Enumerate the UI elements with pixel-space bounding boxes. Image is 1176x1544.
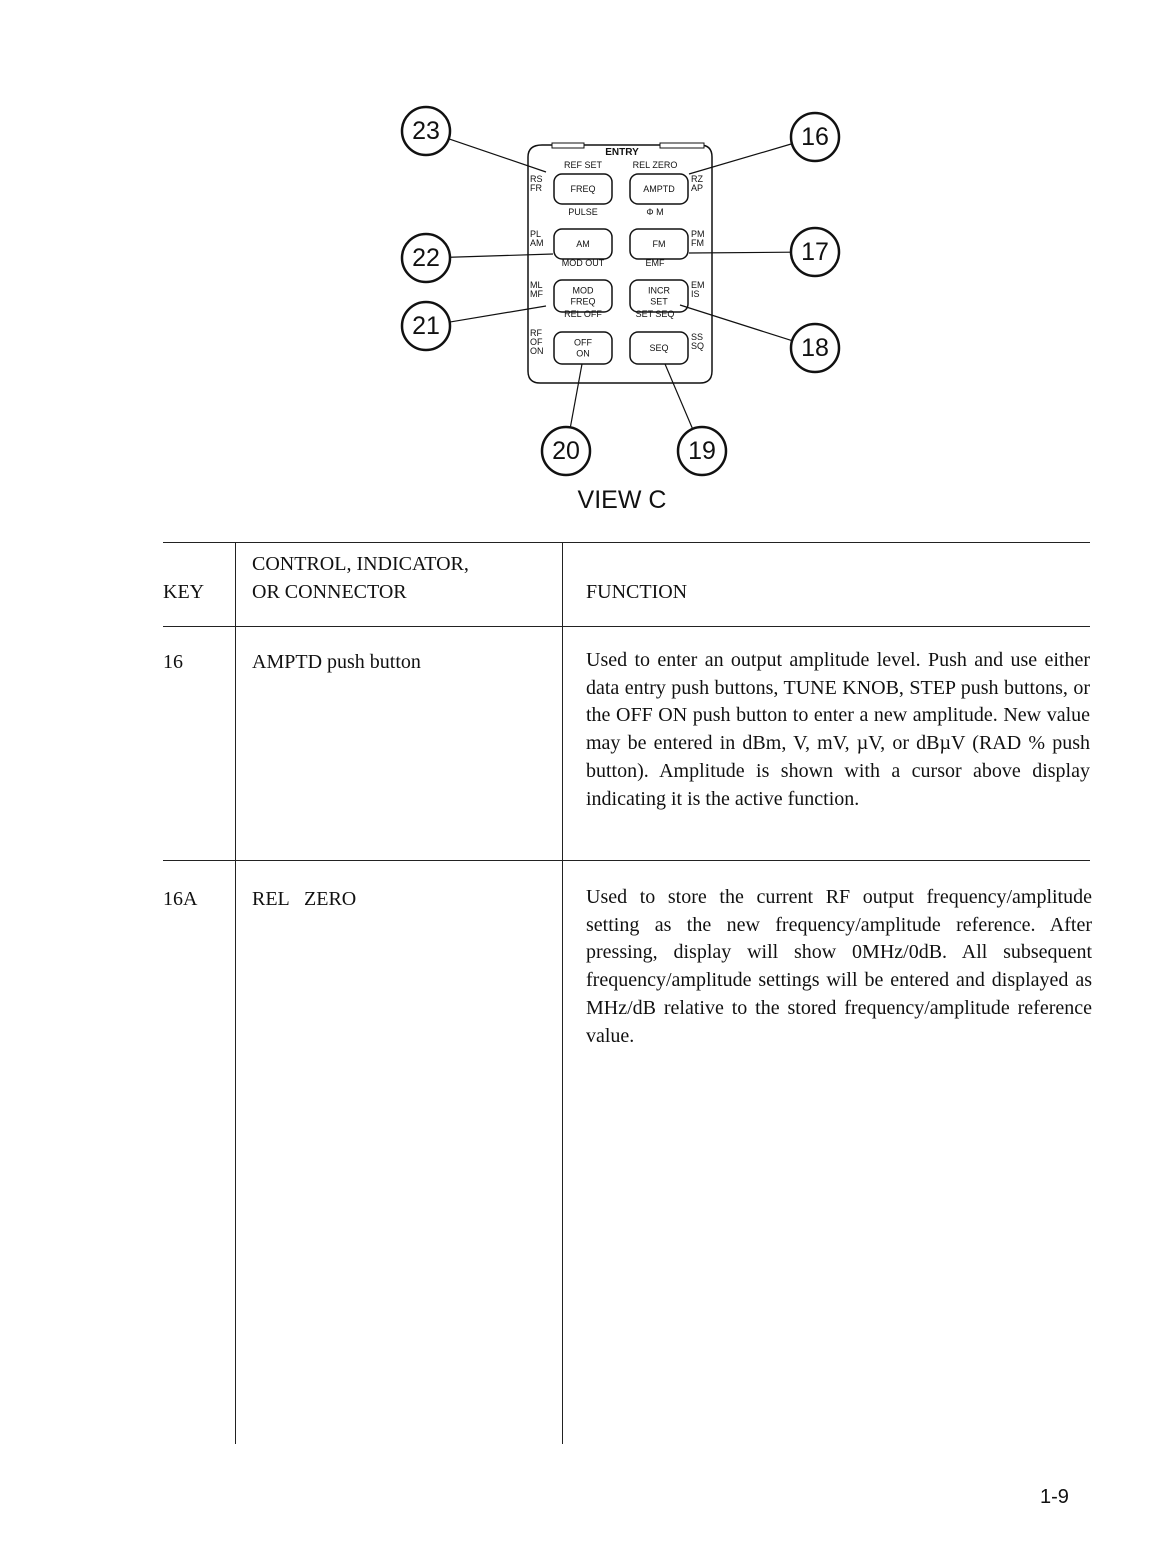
key-side-label-left-3-2: ON	[530, 346, 544, 356]
callout-number-17: 17	[801, 238, 829, 266]
row-16a-key: 16A	[163, 888, 198, 910]
key-top-label-right-3: SET SEQ	[635, 309, 675, 319]
key-button-text-right-2-1: SET	[650, 296, 668, 307]
row-16-control: AMPTD push button	[252, 651, 421, 673]
panel-title: ENTRY	[605, 147, 639, 158]
key-side-label-left-3-1: OF	[530, 337, 543, 347]
row-16-function: Used to enter an output amplitude level. Push and use either data entry push buttons, TUNE KNOB, STEP push buttons, or the OFF ON push button to enter a new amplitude. New value may be entered in dBm, V, mV, µV, or dBµV (RAD % push button). Amplitude is shown with a cursor above display indicating it is the active function.	[586, 649, 1090, 810]
row-16a-function: Used to store the current RF output frequency/amplitude setting as the new frequency/amplitude reference. After pressing, display will show 0MHz/0dB. All subsequent frequency/amplitude settings will be entered and displayed as MHz/dB relative to the stored frequency/amplitude reference value.	[586, 886, 1092, 1047]
key-side-label-left-3-0: RF	[530, 328, 542, 338]
table-top-rule	[163, 542, 1090, 543]
leader-lines	[449, 139, 792, 429]
leader-line-20	[570, 364, 582, 427]
callout-number-20: 20	[552, 437, 580, 465]
key-side-label-right-3-1: SQ	[691, 341, 705, 351]
key-top-label-right-2: EMF	[645, 258, 665, 268]
row-rule	[163, 860, 1090, 861]
key-side-label-right-3-0: SS	[691, 332, 704, 342]
column-divider-2	[562, 542, 563, 1444]
key-button-text-right-1-0: FM	[652, 239, 666, 249]
header-key: KEY	[163, 581, 205, 603]
key-top-label-right-0: REL ZERO	[632, 160, 678, 170]
column-divider-1	[235, 542, 236, 1444]
key-button-text-right-3-0: SEQ	[649, 343, 669, 353]
key-button-text-left-1-0: AM	[576, 239, 590, 249]
key-top-label-right-1: Φ M	[646, 207, 664, 217]
header-function: FUNCTION	[586, 581, 688, 603]
header-rule	[163, 626, 1090, 627]
key-button-text-left-3-1: ON	[576, 348, 590, 359]
key-side-label-left-0-1: FR	[530, 183, 542, 193]
key-side-label-right-0-1: AP	[691, 183, 704, 193]
callout-number-23: 23	[412, 117, 440, 145]
row-16-key: 16	[163, 651, 183, 673]
key-side-label-right-1-1: FM	[691, 238, 704, 248]
key-side-label-right-0-0: RZ	[691, 174, 703, 184]
entry-panel-diagram	[0, 0, 1176, 530]
key-top-label-left-1: PULSE	[568, 207, 598, 217]
leader-line-21	[450, 306, 546, 322]
key-button-text-right-2-0: INCR	[648, 285, 670, 296]
header-control-line1: CONTROL, INDICATOR,	[252, 553, 469, 575]
callout-number-21: 21	[412, 312, 440, 340]
key-side-label-right-2-1: IS	[691, 289, 700, 299]
key-side-label-left-2-0: ML	[530, 280, 543, 290]
header-control-line2: OR CONNECTOR	[252, 581, 407, 603]
entry-panel	[528, 143, 712, 383]
key-side-label-right-1-0: PM	[691, 229, 705, 239]
callout-number-22: 22	[412, 244, 440, 272]
key-button-text-left-2-0: MOD	[572, 285, 594, 296]
key-top-label-left-2: MOD OUT	[561, 258, 605, 268]
key-button-text-left-2-1: FREQ	[570, 296, 596, 307]
key-top-label-left-0: REF SET	[563, 160, 603, 170]
key-side-label-left-1-0: PL	[530, 229, 542, 239]
callout-number-18: 18	[801, 334, 829, 362]
key-button-text-left-3-0: OFF	[574, 337, 592, 348]
key-side-label-left-0-0: RS	[530, 174, 543, 184]
key-button-text-left-0-0: FREQ	[570, 184, 596, 194]
key-top-label-left-3: REL OFF	[564, 309, 602, 319]
leader-line-23	[449, 139, 546, 172]
row-16a-control: REL ZERO	[252, 888, 357, 910]
key-side-label-left-2-1: MF	[530, 289, 543, 299]
key-side-label-right-2-0: EM	[691, 280, 705, 290]
leader-line-19	[665, 364, 693, 429]
callout-number-19: 19	[688, 437, 716, 465]
view-title: VIEW C	[577, 486, 667, 514]
leader-line-22	[450, 254, 553, 257]
page-number: 1-9	[1040, 1486, 1069, 1508]
leader-line-17	[689, 252, 791, 253]
key-button-text-right-0-0: AMPTD	[643, 184, 675, 194]
callout-number-16: 16	[801, 123, 829, 151]
key-side-label-left-1-1: AM	[530, 238, 544, 248]
